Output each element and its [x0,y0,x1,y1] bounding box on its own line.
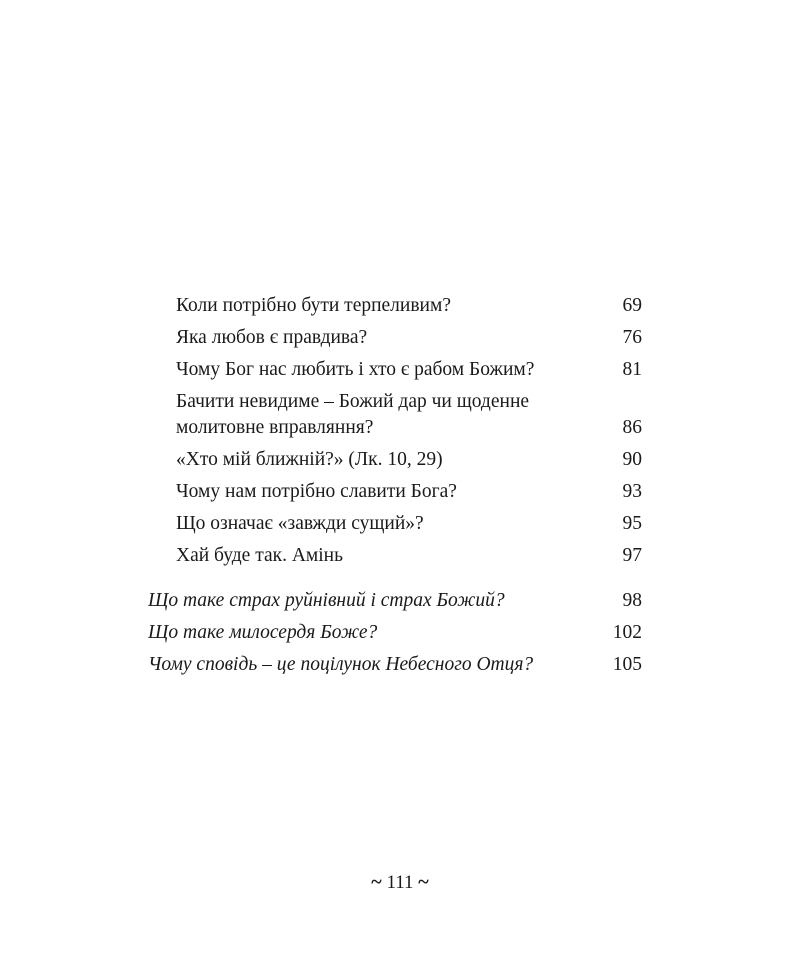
toc-entry-page: 105 [612,654,642,675]
toc-entry-title: Що таке милосердя Боже? [148,622,378,643]
toc-entry-title: Що таке страх руйнівний і страх Божий? [148,590,505,611]
toc-entry-page: 102 [612,622,642,643]
toc-entry-page: 93 [622,481,642,502]
toc-entry-title: Чому сповідь – це поцілунок Небесного Отця? [148,654,534,675]
toc-entry-page: 97 [622,545,642,566]
toc-entry-title: Яка любов є правдива? [176,327,368,348]
toc-entry-title-line2: молитовне вправляння? [176,417,374,438]
toc-entry-title: Чому Бог нас любить і хто є рабом Божим? [176,359,535,380]
toc-entry-page: 69 [622,295,642,316]
toc-entry-title: Коли потрібно бути терпеливим? [176,295,451,316]
page-number: 111 [386,872,414,893]
page-footer [0,870,800,895]
toc-entry-page: 81 [622,359,642,380]
toc-entry-title: «Хто мій ближній?» (Лк. 10, 29) [176,449,443,470]
tilde-ornament-right: ~ [418,871,429,893]
toc-entry-page: 76 [622,327,642,348]
toc-entry-page: 90 [622,449,642,470]
toc-entry-title: Чому нам потрібно славити Бога? [176,481,457,502]
toc-entry-page: 86 [622,417,642,438]
tilde-ornament-left: ~ [371,871,382,893]
toc-entry-title: Хай буде так. Амінь [176,545,344,566]
toc-entry-title-line1: Бачити невидиме – Божий дар чи щоденне [176,391,530,412]
toc-entry-page: 95 [622,513,642,534]
toc-entry-title: Що означає «завжди сущий»? [176,513,424,534]
toc-entry-page: 98 [622,590,642,611]
